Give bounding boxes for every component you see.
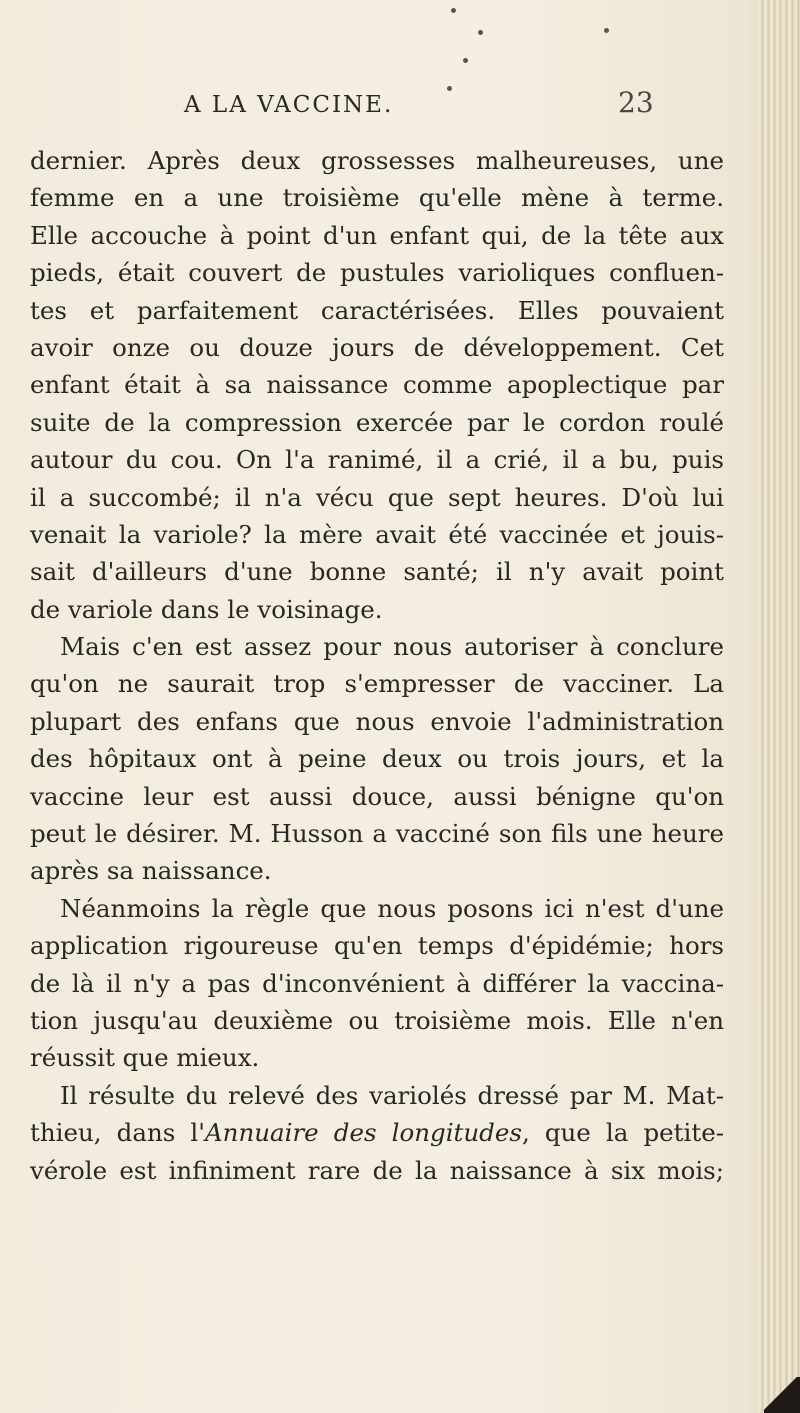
paragraph-start-line: Mais c'en est assez pour nous autoriser à conclure (60, 632, 724, 662)
text-line: femme en a une troisième qu'elle mène à terme. (30, 183, 724, 213)
text-line: suite de la compression exercée par le cordon roulé (30, 407, 724, 437)
publication-title: Annuaire des longitudes (204, 1118, 522, 1148)
paragraph-end-line: réussit que mieux. (30, 1043, 260, 1073)
text-line-with-title (30, 1114, 724, 1151)
body-text (30, 142, 724, 1189)
text-line: pieds, était couvert de pustules varioliques confluen- (30, 258, 724, 288)
running-title: A LA VACCINE. (184, 92, 394, 118)
corner-shadow (764, 1377, 800, 1413)
text-line: application rigoureuse qu'en temps d'épidémie; hors (30, 931, 724, 961)
page-header (0, 86, 760, 126)
paragraph-start-line: Il résulte du relevé des variolés dressé par M. Mat- (60, 1080, 724, 1110)
text-fragment: thieu, dans l' (30, 1118, 205, 1148)
page-number: 23 (618, 86, 654, 119)
page-fore-edge (758, 0, 800, 1413)
text-line: sait d'ailleurs d'une bonne santé; il n'y avait point (30, 557, 724, 587)
text-line: peut le désirer. M. Husson a vacciné son fils une heure (30, 819, 724, 849)
text-line: il a succombé; il n'a vécu que sept heures. D'où lui (30, 482, 724, 512)
text-line: des hôpitaux ont à peine deux ou trois jours, et la (30, 744, 724, 774)
text-line: avoir onze ou douze jours de développement. Cet (30, 332, 724, 362)
text-line: dernier. Après deux grossesses malheureuses, une (30, 146, 724, 175)
text-line: tes et parfaitement caractérisées. Elles pouvaient (30, 295, 724, 325)
text-line: de là il n'y a pas d'inconvénient à différer la vaccina- (30, 968, 724, 998)
text-line: tion jusqu'au deuxième ou troisième mois. Elle n'en (30, 1005, 724, 1035)
text-line: qu'on ne saurait trop s'empresser de vacciner. La (30, 669, 724, 699)
text-line: enfant était à sa naissance comme apoplectique par (30, 370, 724, 400)
text-line: vaccine leur est aussi douce, aussi bénigne qu'on (30, 781, 724, 811)
text-line: plupart des enfans que nous envoie l'administration (30, 706, 724, 736)
paragraph-end-line: après sa naissance. (30, 856, 272, 886)
paragraph-end-line: de variole dans le voisinage. (30, 594, 383, 624)
text-line: vérole est infiniment rare de la naissance à six mois; (30, 1155, 724, 1185)
text-fragment: , que la petite- (521, 1118, 724, 1148)
paragraph-start-line: Néanmoins la règle que nous posons ici n'est d'une (60, 893, 724, 923)
text-line: venait la variole? la mère avait été vaccinée et jouis- (30, 519, 724, 549)
text-line: autour du cou. On l'a ranimé, il a crié, il a bu, puis (30, 445, 724, 475)
text-line: Elle accouche à point d'un enfant qui, de la tête aux (30, 220, 724, 250)
